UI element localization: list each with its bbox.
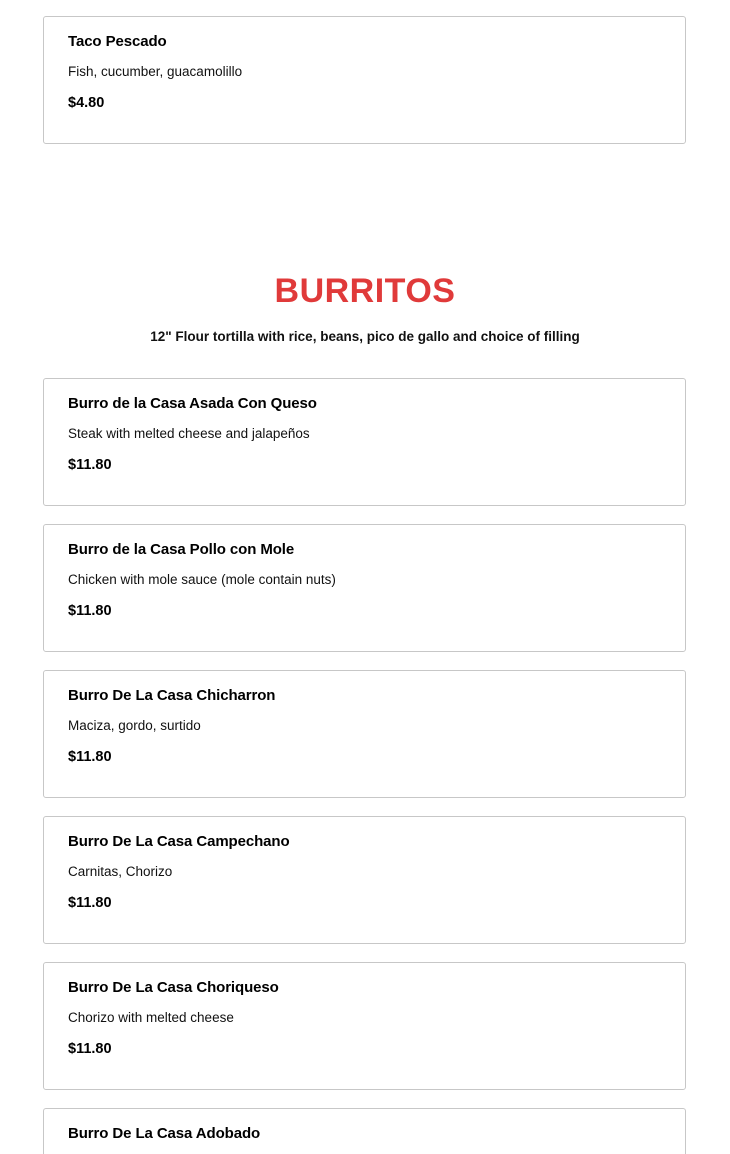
menu-item-description: Fish, cucumber, guacamolillo [68,64,243,79]
menu-item-name: Burro de la Casa Asada Con Queso [68,395,317,412]
menu-item-price: $11.80 [68,749,112,765]
menu-item-name: Taco Pescado [68,33,167,50]
section-title: BURRITOS [274,272,456,310]
menu-item-card[interactable] [43,1108,686,1154]
menu-item-card[interactable] [43,670,686,798]
menu-item-name: Burro De La Casa Campechano [68,833,290,850]
menu-item-description: Maciza, gordo, surtido [68,718,201,733]
menu-item-price: $11.80 [68,895,112,911]
menu-item-card[interactable] [43,816,686,944]
menu-item-description: Chorizo with melted cheese [68,1010,234,1025]
menu-item-price: $11.80 [68,603,112,619]
menu-item-card[interactable] [43,962,686,1090]
menu-item-price: $4.80 [68,95,105,111]
menu-item-card[interactable] [43,378,686,506]
section-subtitle: 12" Flour tortilla with rice, beans, pico de gallo and choice of filling [150,329,580,344]
menu-item-card[interactable] [43,524,686,652]
menu-item-card[interactable] [43,16,686,144]
menu-item-name: Burro de la Casa Pollo con Mole [68,541,295,558]
menu-item-name: Burro De La Casa Chicharron [68,687,276,704]
menu-item-name: Burro De La Casa Adobado [68,1125,261,1142]
menu-item-description: Chicken with mole sauce (mole contain nuts) [68,572,336,587]
menu-item-description: Carnitas, Chorizo [68,864,173,879]
menu-item-description: Steak with melted cheese and jalapeños [68,426,310,441]
menu-item-price: $11.80 [68,1041,112,1057]
menu-item-price: $11.80 [68,457,112,473]
menu-item-name: Burro De La Casa Choriqueso [68,979,279,996]
